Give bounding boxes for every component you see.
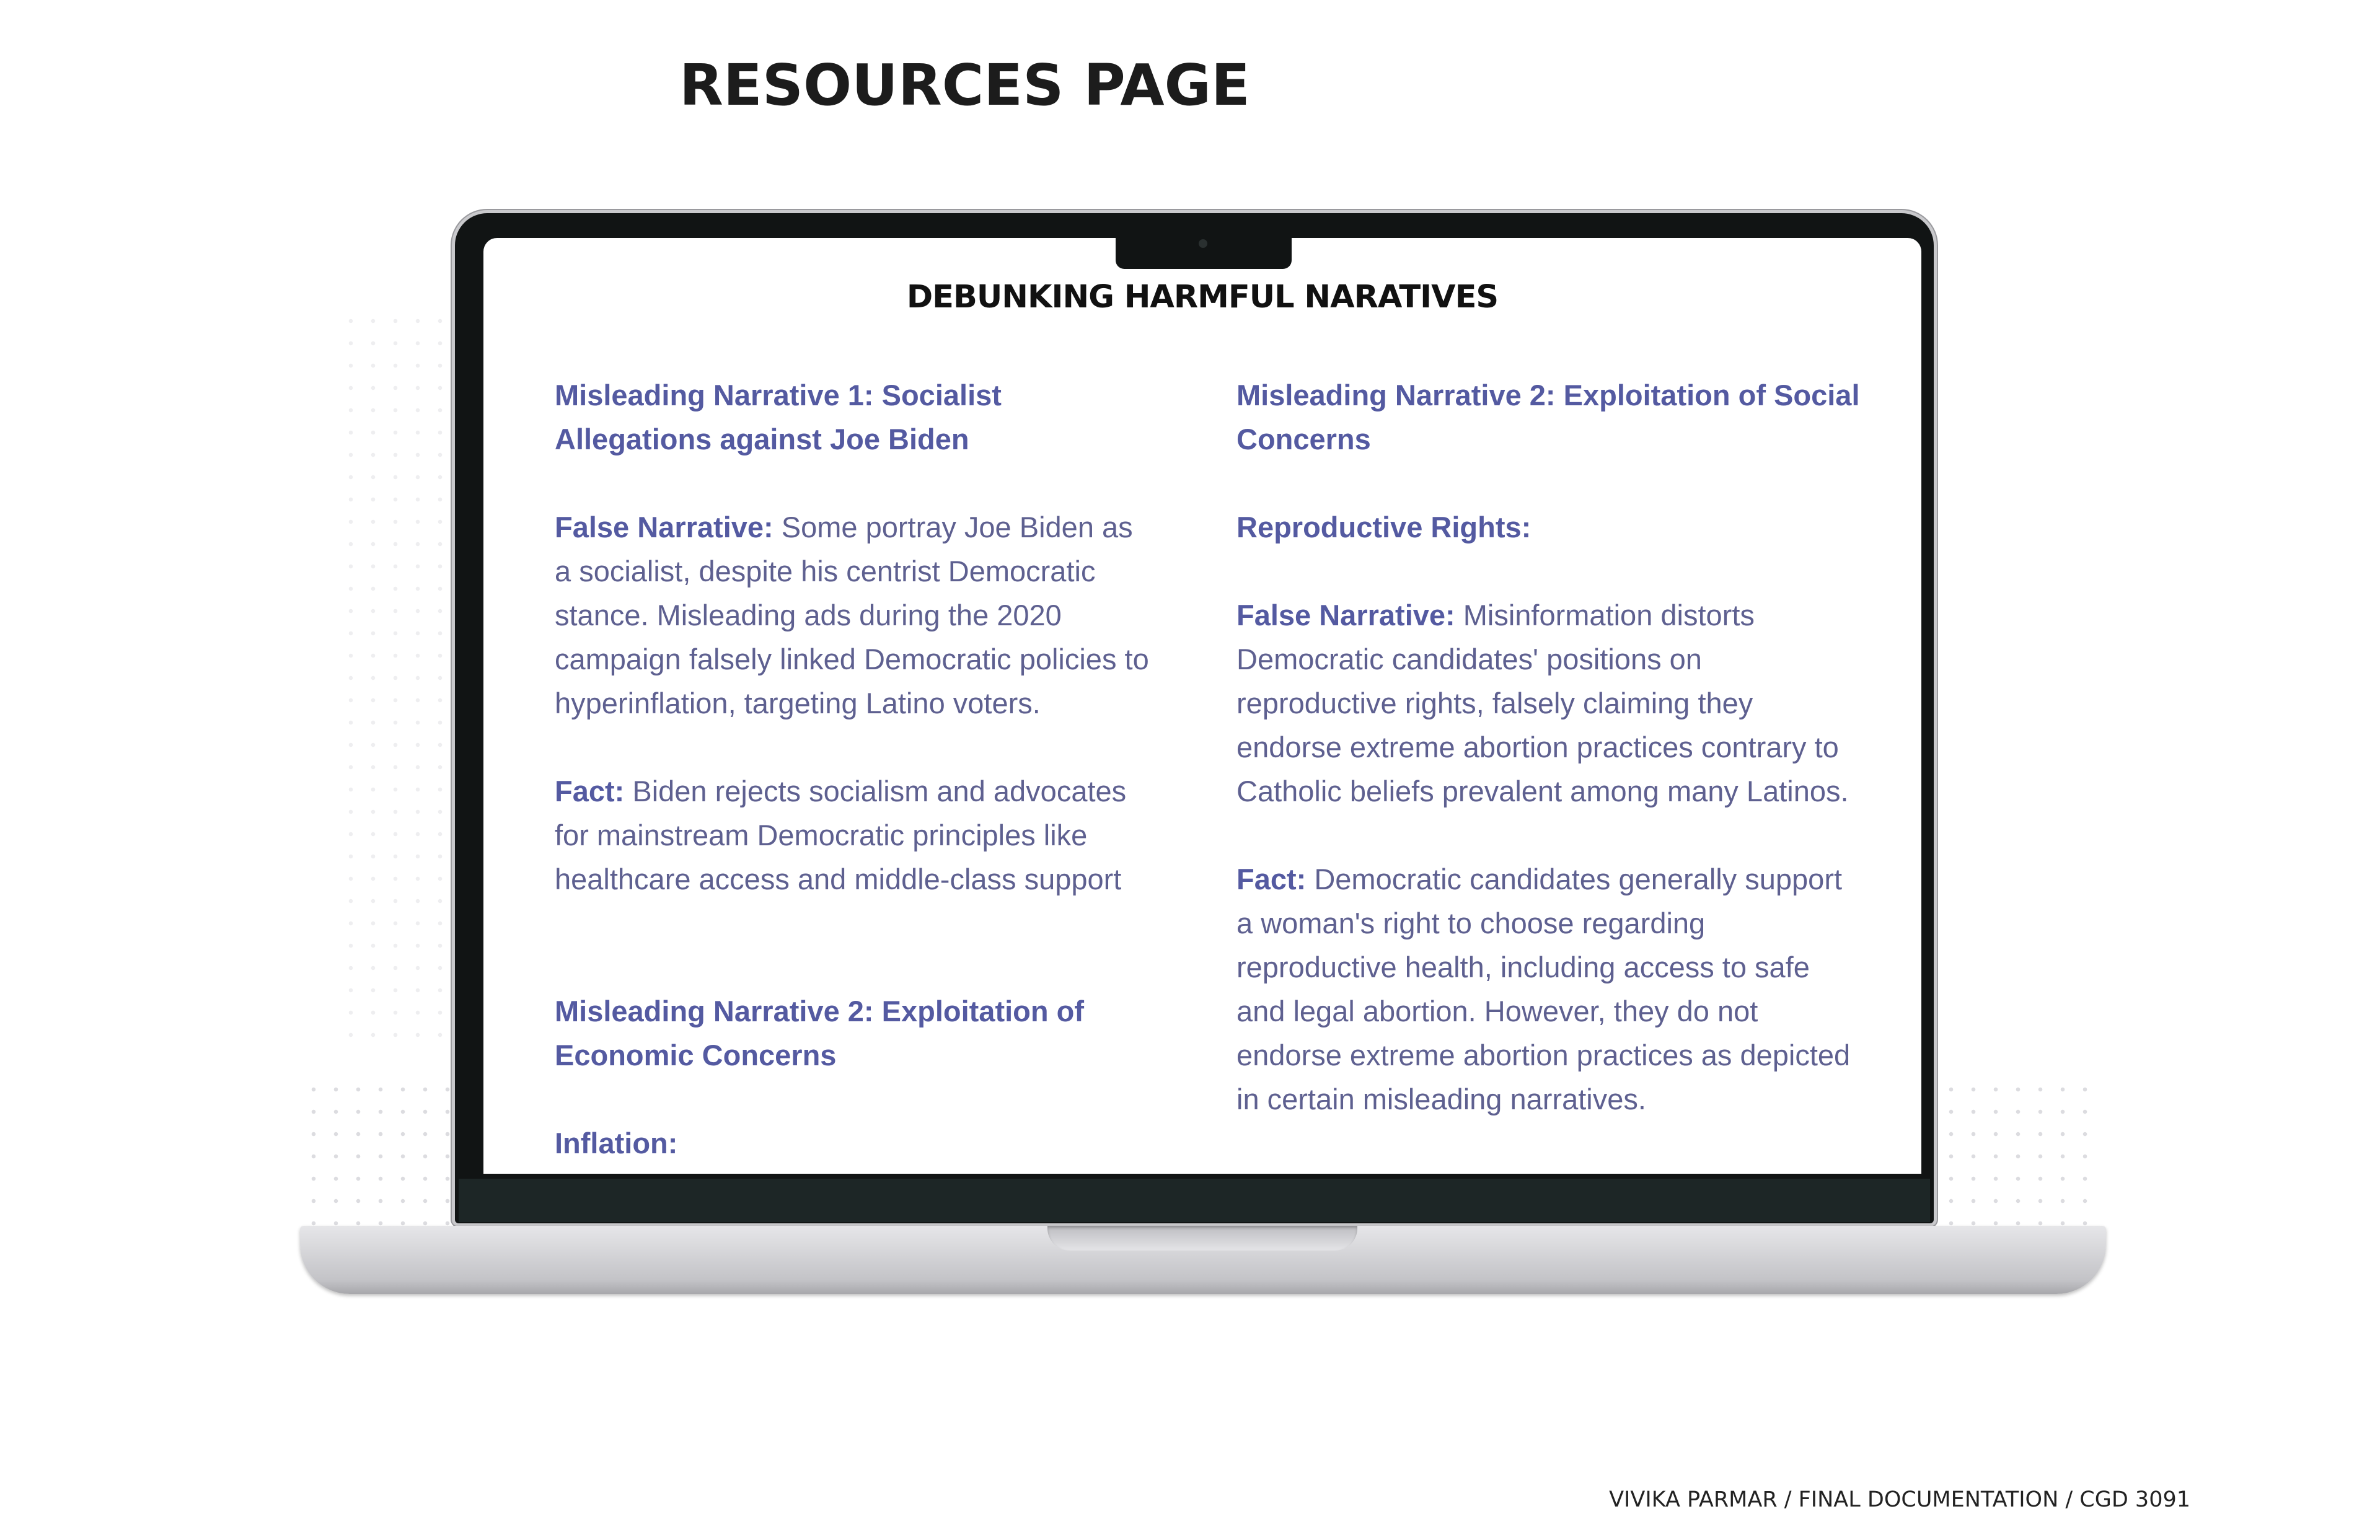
laptop-screen (483, 238, 1921, 1174)
camera-icon (1199, 239, 1207, 248)
laptop-opening-notch (1047, 1226, 1357, 1251)
false-narrative-label: False Narrative: (555, 511, 774, 543)
fact-text: Biden rejects socialism and advocates for mainstream Democratic principles like healthcare access and middle-class support (555, 775, 1127, 895)
left-column (555, 373, 1150, 1165)
false-narrative-text: Misinformation distorts Democratic candidates' positions on reproductive rights, falsely claiming they endorse extreme abortion practices contrary to Catholic beliefs prevalent among many Latinos. (1236, 599, 1849, 807)
screen-title: DEBUNKING HARMFUL NARATIVES (906, 279, 1499, 315)
fact-paragraph (555, 769, 1150, 901)
false-narrative-label: False Narrative: (1236, 599, 1455, 631)
narrative-heading: Misleading Narrative 2: Exploitation of Social Concerns (1236, 379, 1860, 455)
false-narrative-paragraph (1236, 593, 1862, 813)
narrative-heading: Misleading Narrative 1: Socialist Allegations against Joe Biden (555, 379, 1002, 455)
fact-paragraph (1236, 857, 1862, 1121)
false-narrative-paragraph (555, 505, 1150, 725)
dot-pattern-decoration (302, 1078, 457, 1227)
narrative-heading: Misleading Narrative 2: Exploitation of Economic Concerns (555, 995, 1084, 1071)
subheading: Reproductive Rights: (1236, 511, 1532, 543)
footer-credit: VIVIKA PARMAR / FINAL DOCUMENTATION / CGD 3091 (1609, 1487, 2190, 1512)
subheading: Inflation: (555, 1127, 678, 1159)
right-column (1236, 373, 1862, 1121)
laptop-bottom-bezel (459, 1179, 1930, 1222)
fact-label: Fact: (1236, 863, 1307, 895)
fact-label: Fact: (555, 775, 625, 807)
false-narrative-text: Some portray Joe Biden as a socialist, despite his centrist Democratic stance. Misleading ads during the 2020 campaign falsely linked Democratic policies to hyperinflation, targeting Latino voters. (555, 511, 1149, 719)
fact-text: Democratic candidates generally support a woman's right to choose regarding reproductive health, including access to safe and legal abortion. However, they do not endorse extreme abortion practices as depicted in certain misleading narratives. (1236, 863, 1851, 1115)
dot-pattern-decoration (340, 310, 457, 1054)
dot-pattern-decoration (1940, 1078, 2095, 1227)
page-title: RESOURCES PAGE (679, 52, 1250, 118)
